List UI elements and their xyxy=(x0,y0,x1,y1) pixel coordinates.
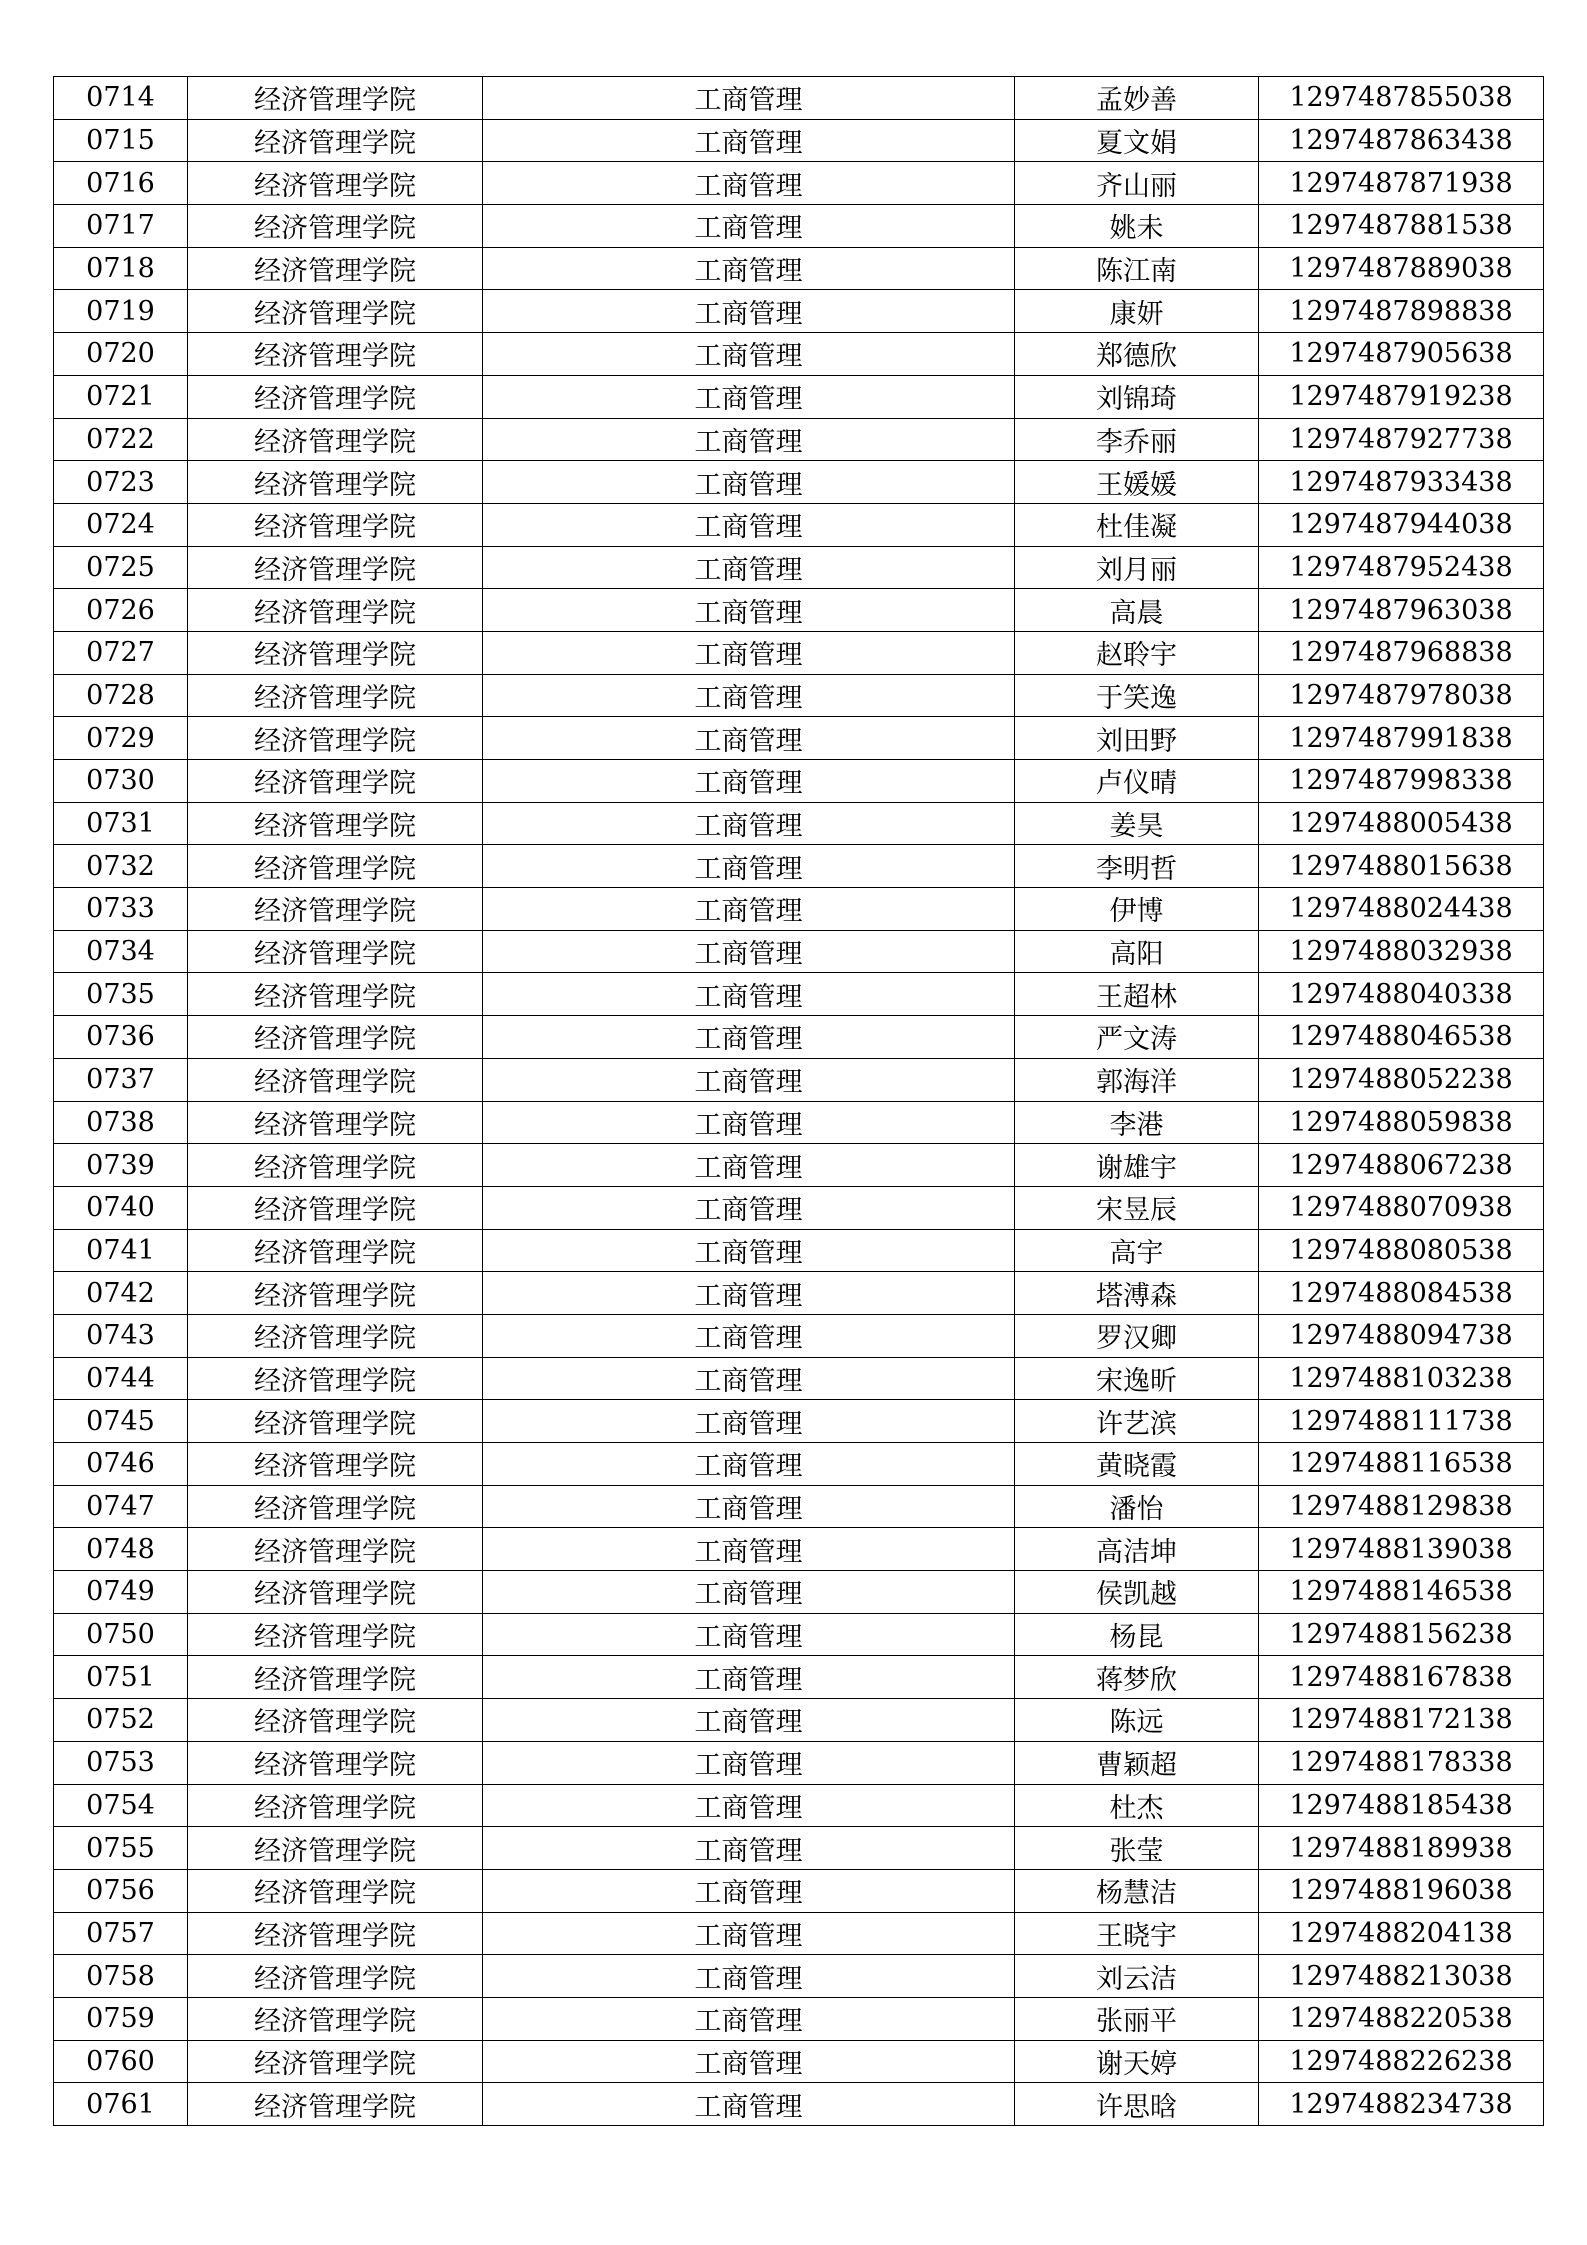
table-row xyxy=(54,418,1544,461)
exam-id-cell: 1297488204138 xyxy=(1259,1912,1544,1955)
exam-id-cell: 1297488185438 xyxy=(1259,1784,1544,1827)
student-list-page xyxy=(53,76,1543,2126)
college-cell: 经济管理学院 xyxy=(188,2040,483,2083)
college-cell: 经济管理学院 xyxy=(188,631,483,674)
college-cell: 经济管理学院 xyxy=(188,973,483,1016)
college-cell: 经济管理学院 xyxy=(188,1058,483,1101)
student-name-cell: 黄晓霞 xyxy=(1015,1443,1259,1486)
major-cell: 工商管理 xyxy=(483,1656,1015,1699)
major-cell: 工商管理 xyxy=(483,1229,1015,1272)
exam-id-cell: 1297487944038 xyxy=(1259,503,1544,546)
table-row xyxy=(54,973,1544,1016)
row-number-cell: 0720 xyxy=(54,333,188,376)
exam-id-cell: 1297487919238 xyxy=(1259,375,1544,418)
major-cell: 工商管理 xyxy=(483,119,1015,162)
table-row xyxy=(54,205,1544,248)
student-name-cell: 李港 xyxy=(1015,1101,1259,1144)
row-number-cell: 0755 xyxy=(54,1827,188,1870)
college-cell: 经济管理学院 xyxy=(188,1656,483,1699)
table-row xyxy=(54,1144,1544,1187)
exam-id-cell: 1297488116538 xyxy=(1259,1443,1544,1486)
row-number-cell: 0746 xyxy=(54,1443,188,1486)
major-cell: 工商管理 xyxy=(483,1699,1015,1742)
student-name-cell: 陈江南 xyxy=(1015,247,1259,290)
exam-id-cell: 1297488156238 xyxy=(1259,1613,1544,1656)
college-cell: 经济管理学院 xyxy=(188,77,483,120)
student-name-cell: 高阳 xyxy=(1015,930,1259,973)
exam-id-cell: 1297487889038 xyxy=(1259,247,1544,290)
college-cell: 经济管理学院 xyxy=(188,375,483,418)
major-cell: 工商管理 xyxy=(483,930,1015,973)
college-cell: 经济管理学院 xyxy=(188,1827,483,1870)
table-row xyxy=(54,1016,1544,1059)
table-row xyxy=(54,888,1544,931)
major-cell: 工商管理 xyxy=(483,1997,1015,2040)
major-cell: 工商管理 xyxy=(483,1571,1015,1614)
table-row xyxy=(54,1272,1544,1315)
college-cell: 经济管理学院 xyxy=(188,119,483,162)
college-cell: 经济管理学院 xyxy=(188,1528,483,1571)
table-row xyxy=(54,802,1544,845)
major-cell: 工商管理 xyxy=(483,1827,1015,1870)
student-name-cell: 姜昊 xyxy=(1015,802,1259,845)
exam-id-cell: 1297488111738 xyxy=(1259,1400,1544,1443)
table-row xyxy=(54,1528,1544,1571)
major-cell: 工商管理 xyxy=(483,1443,1015,1486)
student-name-cell: 王超林 xyxy=(1015,973,1259,1016)
college-cell: 经济管理学院 xyxy=(188,1741,483,1784)
exam-id-cell: 1297488103238 xyxy=(1259,1357,1544,1400)
college-cell: 经济管理学院 xyxy=(188,162,483,205)
row-number-cell: 0759 xyxy=(54,1997,188,2040)
exam-id-cell: 1297487952438 xyxy=(1259,546,1544,589)
exam-id-cell: 1297488226238 xyxy=(1259,2040,1544,2083)
major-cell: 工商管理 xyxy=(483,333,1015,376)
student-name-cell: 李明哲 xyxy=(1015,845,1259,888)
student-name-cell: 姚未 xyxy=(1015,205,1259,248)
row-number-cell: 0758 xyxy=(54,1955,188,1998)
major-cell: 工商管理 xyxy=(483,1016,1015,1059)
row-number-cell: 0743 xyxy=(54,1314,188,1357)
row-number-cell: 0722 xyxy=(54,418,188,461)
table-row xyxy=(54,1357,1544,1400)
college-cell: 经济管理学院 xyxy=(188,1699,483,1742)
student-name-cell: 李乔丽 xyxy=(1015,418,1259,461)
college-cell: 经济管理学院 xyxy=(188,1016,483,1059)
row-number-cell: 0724 xyxy=(54,503,188,546)
row-number-cell: 0736 xyxy=(54,1016,188,1059)
college-cell: 经济管理学院 xyxy=(188,1272,483,1315)
row-number-cell: 0747 xyxy=(54,1485,188,1528)
major-cell: 工商管理 xyxy=(483,589,1015,632)
major-cell: 工商管理 xyxy=(483,1272,1015,1315)
table-row xyxy=(54,1229,1544,1272)
college-cell: 经济管理学院 xyxy=(188,333,483,376)
college-cell: 经济管理学院 xyxy=(188,760,483,803)
major-cell: 工商管理 xyxy=(483,674,1015,717)
table-row xyxy=(54,589,1544,632)
major-cell: 工商管理 xyxy=(483,1869,1015,1912)
table-row xyxy=(54,845,1544,888)
row-number-cell: 0723 xyxy=(54,461,188,504)
student-name-cell: 高晨 xyxy=(1015,589,1259,632)
exam-id-cell: 1297488040338 xyxy=(1259,973,1544,1016)
college-cell: 经济管理学院 xyxy=(188,888,483,931)
college-cell: 经济管理学院 xyxy=(188,290,483,333)
row-number-cell: 0751 xyxy=(54,1656,188,1699)
row-number-cell: 0718 xyxy=(54,247,188,290)
table-row xyxy=(54,119,1544,162)
row-number-cell: 0749 xyxy=(54,1571,188,1614)
exam-id-cell: 1297487991838 xyxy=(1259,717,1544,760)
row-number-cell: 0730 xyxy=(54,760,188,803)
college-cell: 经济管理学院 xyxy=(188,1186,483,1229)
college-cell: 经济管理学院 xyxy=(188,1571,483,1614)
exam-id-cell: 1297488167838 xyxy=(1259,1656,1544,1699)
table-row xyxy=(54,546,1544,589)
exam-id-cell: 1297488052238 xyxy=(1259,1058,1544,1101)
college-cell: 经济管理学院 xyxy=(188,1357,483,1400)
row-number-cell: 0761 xyxy=(54,2083,188,2126)
major-cell: 工商管理 xyxy=(483,205,1015,248)
row-number-cell: 0735 xyxy=(54,973,188,1016)
exam-id-cell: 1297487905638 xyxy=(1259,333,1544,376)
row-number-cell: 0719 xyxy=(54,290,188,333)
college-cell: 经济管理学院 xyxy=(188,247,483,290)
table-row xyxy=(54,333,1544,376)
exam-id-cell: 1297488005438 xyxy=(1259,802,1544,845)
row-number-cell: 0738 xyxy=(54,1101,188,1144)
exam-id-cell: 1297488059838 xyxy=(1259,1101,1544,1144)
row-number-cell: 0714 xyxy=(54,77,188,120)
table-row xyxy=(54,1443,1544,1486)
major-cell: 工商管理 xyxy=(483,845,1015,888)
student-name-cell: 侯凯越 xyxy=(1015,1571,1259,1614)
student-name-cell: 于笑逸 xyxy=(1015,674,1259,717)
table-row xyxy=(54,674,1544,717)
student-name-cell: 严文涛 xyxy=(1015,1016,1259,1059)
student-name-cell: 齐山丽 xyxy=(1015,162,1259,205)
college-cell: 经济管理学院 xyxy=(188,1784,483,1827)
student-table xyxy=(53,76,1544,2126)
exam-id-cell: 1297487927738 xyxy=(1259,418,1544,461)
row-number-cell: 0734 xyxy=(54,930,188,973)
major-cell: 工商管理 xyxy=(483,375,1015,418)
table-row xyxy=(54,2040,1544,2083)
exam-id-cell: 1297487863438 xyxy=(1259,119,1544,162)
exam-id-cell: 1297488067238 xyxy=(1259,1144,1544,1187)
major-cell: 工商管理 xyxy=(483,461,1015,504)
exam-id-cell: 1297488189938 xyxy=(1259,1827,1544,1870)
major-cell: 工商管理 xyxy=(483,1314,1015,1357)
college-cell: 经济管理学院 xyxy=(188,418,483,461)
major-cell: 工商管理 xyxy=(483,162,1015,205)
college-cell: 经济管理学院 xyxy=(188,1400,483,1443)
exam-id-cell: 1297488129838 xyxy=(1259,1485,1544,1528)
row-number-cell: 0741 xyxy=(54,1229,188,1272)
college-cell: 经济管理学院 xyxy=(188,1912,483,1955)
major-cell: 工商管理 xyxy=(483,1912,1015,1955)
major-cell: 工商管理 xyxy=(483,1784,1015,1827)
student-name-cell: 王晓宇 xyxy=(1015,1912,1259,1955)
table-row xyxy=(54,1314,1544,1357)
student-name-cell: 潘怡 xyxy=(1015,1485,1259,1528)
college-cell: 经济管理学院 xyxy=(188,1101,483,1144)
student-name-cell: 刘云洁 xyxy=(1015,1955,1259,1998)
table-row xyxy=(54,1613,1544,1656)
exam-id-cell: 1297487898838 xyxy=(1259,290,1544,333)
college-cell: 经济管理学院 xyxy=(188,1997,483,2040)
major-cell: 工商管理 xyxy=(483,1741,1015,1784)
student-name-cell: 罗汉卿 xyxy=(1015,1314,1259,1357)
major-cell: 工商管理 xyxy=(483,1485,1015,1528)
exam-id-cell: 1297488220538 xyxy=(1259,1997,1544,2040)
student-name-cell: 刘田野 xyxy=(1015,717,1259,760)
exam-id-cell: 1297488146538 xyxy=(1259,1571,1544,1614)
row-number-cell: 0727 xyxy=(54,631,188,674)
student-name-cell: 孟妙善 xyxy=(1015,77,1259,120)
row-number-cell: 0750 xyxy=(54,1613,188,1656)
major-cell: 工商管理 xyxy=(483,1400,1015,1443)
college-cell: 经济管理学院 xyxy=(188,845,483,888)
college-cell: 经济管理学院 xyxy=(188,1229,483,1272)
exam-id-cell: 1297487963038 xyxy=(1259,589,1544,632)
table-row xyxy=(54,461,1544,504)
student-name-cell: 谢雄宇 xyxy=(1015,1144,1259,1187)
student-name-cell: 杜佳凝 xyxy=(1015,503,1259,546)
table-row xyxy=(54,77,1544,120)
college-cell: 经济管理学院 xyxy=(188,589,483,632)
exam-id-cell: 1297488213038 xyxy=(1259,1955,1544,1998)
exam-id-cell: 1297488196038 xyxy=(1259,1869,1544,1912)
row-number-cell: 0733 xyxy=(54,888,188,931)
exam-id-cell: 1297487871938 xyxy=(1259,162,1544,205)
table-row xyxy=(54,1656,1544,1699)
row-number-cell: 0745 xyxy=(54,1400,188,1443)
row-number-cell: 0731 xyxy=(54,802,188,845)
row-number-cell: 0748 xyxy=(54,1528,188,1571)
college-cell: 经济管理学院 xyxy=(188,930,483,973)
college-cell: 经济管理学院 xyxy=(188,461,483,504)
major-cell: 工商管理 xyxy=(483,2083,1015,2126)
table-row xyxy=(54,1997,1544,2040)
student-name-cell: 张莹 xyxy=(1015,1827,1259,1870)
major-cell: 工商管理 xyxy=(483,1186,1015,1229)
student-name-cell: 康妍 xyxy=(1015,290,1259,333)
table-row xyxy=(54,375,1544,418)
college-cell: 经济管理学院 xyxy=(188,717,483,760)
row-number-cell: 0760 xyxy=(54,2040,188,2083)
student-name-cell: 刘月丽 xyxy=(1015,546,1259,589)
row-number-cell: 0757 xyxy=(54,1912,188,1955)
student-name-cell: 曹颖超 xyxy=(1015,1741,1259,1784)
row-number-cell: 0739 xyxy=(54,1144,188,1187)
student-name-cell: 夏文娟 xyxy=(1015,119,1259,162)
table-row xyxy=(54,1955,1544,1998)
student-name-cell: 谢天婷 xyxy=(1015,2040,1259,2083)
exam-id-cell: 1297487978038 xyxy=(1259,674,1544,717)
row-number-cell: 0717 xyxy=(54,205,188,248)
student-name-cell: 蒋梦欣 xyxy=(1015,1656,1259,1699)
exam-id-cell: 1297487968838 xyxy=(1259,631,1544,674)
major-cell: 工商管理 xyxy=(483,503,1015,546)
student-name-cell: 郑德欣 xyxy=(1015,333,1259,376)
student-name-cell: 宋逸昕 xyxy=(1015,1357,1259,1400)
major-cell: 工商管理 xyxy=(483,418,1015,461)
exam-id-cell: 1297488032938 xyxy=(1259,930,1544,973)
major-cell: 工商管理 xyxy=(483,1955,1015,1998)
table-row xyxy=(54,503,1544,546)
major-cell: 工商管理 xyxy=(483,2040,1015,2083)
major-cell: 工商管理 xyxy=(483,1101,1015,1144)
exam-id-cell: 1297488172138 xyxy=(1259,1699,1544,1742)
major-cell: 工商管理 xyxy=(483,247,1015,290)
table-row xyxy=(54,2083,1544,2126)
table-row xyxy=(54,1186,1544,1229)
major-cell: 工商管理 xyxy=(483,546,1015,589)
row-number-cell: 0742 xyxy=(54,1272,188,1315)
exam-id-cell: 1297487881538 xyxy=(1259,205,1544,248)
major-cell: 工商管理 xyxy=(483,1058,1015,1101)
row-number-cell: 0752 xyxy=(54,1699,188,1742)
exam-id-cell: 1297488094738 xyxy=(1259,1314,1544,1357)
table-row xyxy=(54,930,1544,973)
table-row xyxy=(54,1827,1544,1870)
table-row xyxy=(54,1784,1544,1827)
exam-id-cell: 1297487933438 xyxy=(1259,461,1544,504)
exam-id-cell: 1297487998338 xyxy=(1259,760,1544,803)
row-number-cell: 0737 xyxy=(54,1058,188,1101)
student-name-cell: 张丽平 xyxy=(1015,1997,1259,2040)
row-number-cell: 0715 xyxy=(54,119,188,162)
table-row xyxy=(54,162,1544,205)
student-name-cell: 郭海洋 xyxy=(1015,1058,1259,1101)
row-number-cell: 0721 xyxy=(54,375,188,418)
college-cell: 经济管理学院 xyxy=(188,546,483,589)
student-name-cell: 刘锦琦 xyxy=(1015,375,1259,418)
student-name-cell: 高洁坤 xyxy=(1015,1528,1259,1571)
exam-id-cell: 1297488024438 xyxy=(1259,888,1544,931)
major-cell: 工商管理 xyxy=(483,802,1015,845)
major-cell: 工商管理 xyxy=(483,760,1015,803)
exam-id-cell: 1297488234738 xyxy=(1259,2083,1544,2126)
row-number-cell: 0740 xyxy=(54,1186,188,1229)
table-row xyxy=(54,631,1544,674)
student-name-cell: 杨昆 xyxy=(1015,1613,1259,1656)
student-name-cell: 许思晗 xyxy=(1015,2083,1259,2126)
exam-id-cell: 1297488070938 xyxy=(1259,1186,1544,1229)
college-cell: 经济管理学院 xyxy=(188,674,483,717)
major-cell: 工商管理 xyxy=(483,1613,1015,1656)
row-number-cell: 0728 xyxy=(54,674,188,717)
table-row xyxy=(54,290,1544,333)
row-number-cell: 0726 xyxy=(54,589,188,632)
table-row xyxy=(54,717,1544,760)
row-number-cell: 0732 xyxy=(54,845,188,888)
student-name-cell: 高宇 xyxy=(1015,1229,1259,1272)
table-row xyxy=(54,1058,1544,1101)
table-row xyxy=(54,1400,1544,1443)
row-number-cell: 0756 xyxy=(54,1869,188,1912)
table-row xyxy=(54,247,1544,290)
college-cell: 经济管理学院 xyxy=(188,1485,483,1528)
college-cell: 经济管理学院 xyxy=(188,1613,483,1656)
row-number-cell: 0729 xyxy=(54,717,188,760)
college-cell: 经济管理学院 xyxy=(188,1869,483,1912)
row-number-cell: 0716 xyxy=(54,162,188,205)
major-cell: 工商管理 xyxy=(483,973,1015,1016)
row-number-cell: 0753 xyxy=(54,1741,188,1784)
student-name-cell: 宋昱辰 xyxy=(1015,1186,1259,1229)
student-name-cell: 陈远 xyxy=(1015,1699,1259,1742)
table-row xyxy=(54,1485,1544,1528)
college-cell: 经济管理学院 xyxy=(188,2083,483,2126)
row-number-cell: 0754 xyxy=(54,1784,188,1827)
college-cell: 经济管理学院 xyxy=(188,1314,483,1357)
student-name-cell: 王媛媛 xyxy=(1015,461,1259,504)
college-cell: 经济管理学院 xyxy=(188,205,483,248)
college-cell: 经济管理学院 xyxy=(188,1443,483,1486)
table-row xyxy=(54,1912,1544,1955)
exam-id-cell: 1297488015638 xyxy=(1259,845,1544,888)
table-row xyxy=(54,1741,1544,1784)
table-row xyxy=(54,1101,1544,1144)
exam-id-cell: 1297488084538 xyxy=(1259,1272,1544,1315)
student-name-cell: 许艺滨 xyxy=(1015,1400,1259,1443)
major-cell: 工商管理 xyxy=(483,290,1015,333)
student-name-cell: 杜杰 xyxy=(1015,1784,1259,1827)
row-number-cell: 0725 xyxy=(54,546,188,589)
student-name-cell: 杨慧洁 xyxy=(1015,1869,1259,1912)
table-row xyxy=(54,1699,1544,1742)
exam-id-cell: 1297488080538 xyxy=(1259,1229,1544,1272)
student-name-cell: 赵聆宇 xyxy=(1015,631,1259,674)
major-cell: 工商管理 xyxy=(483,631,1015,674)
exam-id-cell: 1297488046538 xyxy=(1259,1016,1544,1059)
exam-id-cell: 1297488178338 xyxy=(1259,1741,1544,1784)
college-cell: 经济管理学院 xyxy=(188,1955,483,1998)
college-cell: 经济管理学院 xyxy=(188,802,483,845)
major-cell: 工商管理 xyxy=(483,1357,1015,1400)
college-cell: 经济管理学院 xyxy=(188,1144,483,1187)
major-cell: 工商管理 xyxy=(483,1144,1015,1187)
college-cell: 经济管理学院 xyxy=(188,503,483,546)
table-row xyxy=(54,1571,1544,1614)
student-table-body xyxy=(54,77,1544,2126)
major-cell: 工商管理 xyxy=(483,77,1015,120)
exam-id-cell: 1297487855038 xyxy=(1259,77,1544,120)
row-number-cell: 0744 xyxy=(54,1357,188,1400)
table-row xyxy=(54,1869,1544,1912)
exam-id-cell: 1297488139038 xyxy=(1259,1528,1544,1571)
student-name-cell: 塔溥森 xyxy=(1015,1272,1259,1315)
major-cell: 工商管理 xyxy=(483,717,1015,760)
student-name-cell: 伊博 xyxy=(1015,888,1259,931)
major-cell: 工商管理 xyxy=(483,1528,1015,1571)
student-name-cell: 卢仪晴 xyxy=(1015,760,1259,803)
major-cell: 工商管理 xyxy=(483,888,1015,931)
table-row xyxy=(54,760,1544,803)
